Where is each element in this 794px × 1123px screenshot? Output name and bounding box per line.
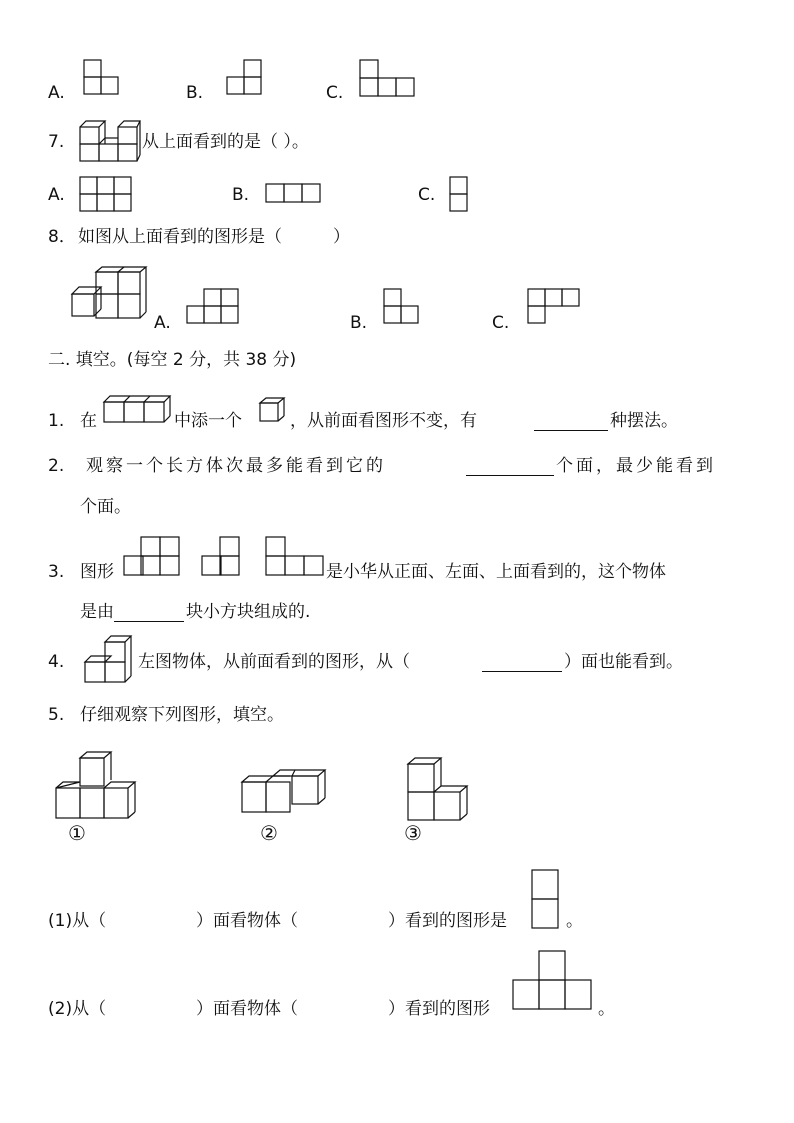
q6-option-a-label: A. (48, 83, 65, 103)
f3-left-view-figure (200, 535, 244, 579)
q7-option-c-label: C. (418, 185, 436, 205)
q6-option-c-figure (358, 58, 418, 98)
f5-figure-3 (406, 756, 470, 822)
q8-number: 8． (48, 227, 76, 247)
f2-line2-text: 个面。 (80, 497, 131, 517)
q8-option-a-label: A. (154, 313, 171, 333)
f3-pre-text: 图形 (80, 562, 114, 582)
q6-option-a-figure (82, 58, 122, 98)
f4-answer-blank[interactable] (482, 655, 562, 672)
q8-question-text: 如图从上面看到的图形是（ ） (78, 227, 350, 247)
f5-sub1-mid: ）面看物体（ (196, 911, 298, 931)
q8-cube-figure (70, 266, 152, 324)
f2-number: 2. (48, 456, 65, 476)
f4-tail-text: ）面也能看到。 (564, 652, 683, 672)
f5-sub1-view-figure (530, 868, 562, 932)
f5-figure-3-label: ③ (404, 821, 422, 845)
f4-number: 4. (48, 652, 65, 672)
f1-single-cube-icon (258, 396, 288, 426)
f5-sub1-pre: (1)从（ (48, 911, 107, 931)
f5-sub2-end: 。 (598, 999, 615, 1019)
f5-sub2-mid: ）面看物体（ (196, 999, 298, 1019)
f5-number: 5. (48, 705, 65, 725)
f1-pre-text: 在 (80, 411, 97, 431)
q8-option-c-label: C. (492, 313, 510, 333)
q6-option-c-label: C. (326, 83, 344, 103)
f3-number: 3. (48, 562, 65, 582)
f4-cube-figure (82, 634, 134, 686)
f1-answer-blank[interactable] (534, 414, 608, 431)
f5-figure-2-label: ② (260, 821, 278, 845)
f5-question-text: 仔细观察下列图形，填空。 (80, 705, 284, 725)
f3-answer-blank[interactable] (114, 605, 184, 622)
f1-post-text: ，从前面看图形不变，有 (290, 411, 477, 431)
f2-line1-tail: 个面，最少能看到 (556, 456, 716, 476)
f5-figure-2 (240, 768, 332, 820)
q6-option-b-label: B. (186, 83, 204, 103)
f4-question-text: 左图物体，从前面看到的图形，从（ (138, 652, 410, 672)
f3-post-text: 是小华从正面、左面、上面看到的，这个物体 (326, 562, 666, 582)
f5-sub2-view-figure (512, 949, 596, 1013)
f1-tail-text: 种摆法。 (610, 411, 678, 431)
q8-option-b-label: B. (350, 313, 368, 333)
q8-option-c-figure (526, 287, 584, 329)
f5-figure-1-label: ① (68, 821, 86, 845)
q8-option-a-figure (186, 287, 244, 329)
q7-option-a-label: A. (48, 185, 65, 205)
f2-answer-blank-1[interactable] (466, 459, 554, 476)
f5-sub2-pre: (2)从（ (48, 999, 107, 1019)
f3-top-view-figure (264, 535, 326, 579)
f3-front-view-figure (122, 535, 184, 579)
section-2-title: 二. 填空。(每空 2 分，共 38 分) (48, 350, 297, 370)
q7-option-c-figure (448, 175, 472, 215)
q7-question-text: 从上面看到的是（ ）。 (142, 132, 309, 152)
f2-line1-text: 观察一个长方体次最多能看到它的 (86, 456, 386, 476)
f5-sub1-post: ）看到的图形是 (388, 911, 507, 931)
f5-sub1-end: 。 (566, 911, 583, 931)
q7-option-a-figure (78, 175, 136, 215)
f1-three-cube-figure (102, 392, 170, 426)
q7-option-b-figure (264, 182, 324, 206)
f1-number: 1. (48, 411, 65, 431)
q6-option-b-figure (220, 58, 264, 98)
q7-cube-figure (78, 118, 142, 164)
f3-line2-post: 块小方块组成的. (186, 602, 311, 622)
q7-option-b-label: B. (232, 185, 250, 205)
f3-line2-pre: 是由 (80, 602, 114, 622)
f5-sub2-post: ）看到的图形 (388, 999, 490, 1019)
q7-number: 7. (48, 132, 65, 152)
f5-figure-1 (54, 750, 142, 822)
f1-mid-text: 中添一个 (174, 411, 242, 431)
q8-option-b-figure (382, 287, 424, 329)
